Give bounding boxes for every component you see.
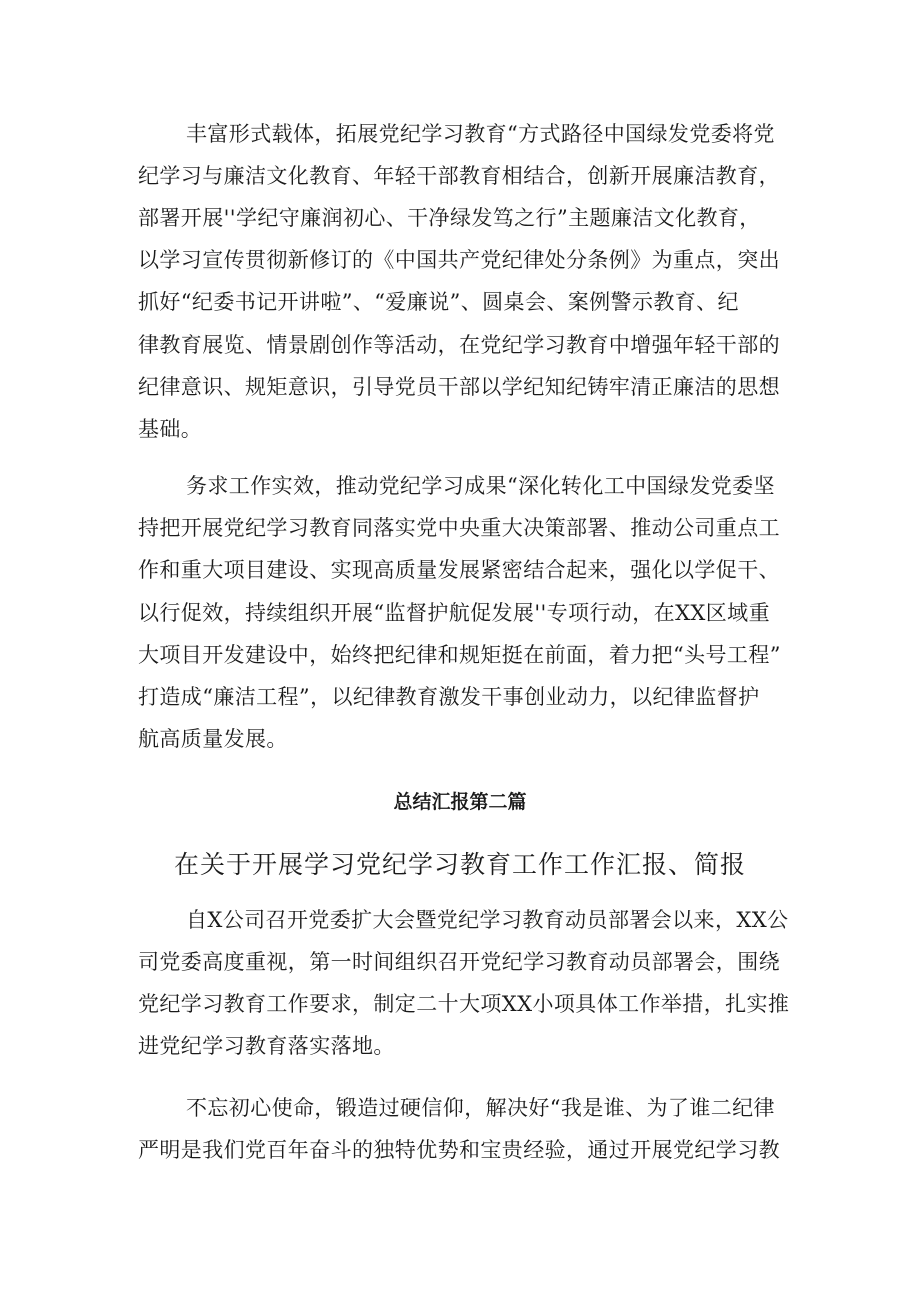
text-line: 持把开展党纪学习教育同落实党中央重大决策部署、推动公司重点工 <box>138 516 780 540</box>
text-line: 不忘初心使命，锻造过硬信仰，解决好“我是谁、为了谁二纪律 <box>186 1096 775 1120</box>
text-line: 大项目开发建设中，始终把纪律和规矩挺在前面，着力把“头号工程” <box>138 643 781 667</box>
text-line: 部署开展''学纪守廉润初心、干净绿发笃之行”主题廉洁文化教育， <box>138 206 761 230</box>
text-line: 丰富形式载体，拓展党纪学习教育“方式路径中国绿发党委将党 <box>186 122 775 146</box>
document-title: 在关于开展学习党纪学习教育工作工作汇报、简报 <box>173 850 746 879</box>
text-line: 纪学习与廉洁文化教育、年轻干部教育相结合，创新开展廉洁教育， <box>138 164 780 188</box>
text-line: 司党委高度重视，第一时间组织召开党纪学习教育动员部署会，围绕 <box>138 950 780 974</box>
text-line: 航高质量发展。 <box>138 727 288 751</box>
text-line: 基础。 <box>138 417 203 441</box>
text-line: 纪律意识、规矩意识，引导党员干部以学纪知纪铸牢清正廉洁的思想 <box>138 375 780 399</box>
text-line: 自X公司召开党委扩大会暨党纪学习教育动员部署会以来，XX公 <box>186 908 789 932</box>
text-line: 党纪学习教育工作要求，制定二十大项XX小项具体工作举措，扎实推 <box>138 992 790 1016</box>
text-line: 律教育展览、情景剧创作等活动，在党纪学习教育中增强年轻干部的 <box>138 333 780 357</box>
text-line: 以学习宣传贯彻新修订的《中国共产党纪律处分条例》为重点，突出 <box>138 248 780 272</box>
text-line: 作和重大项目建设、实现高质量发展紧密结合起来，强化以学促干、 <box>138 558 780 582</box>
section-heading: 总结汇报第二篇 <box>393 791 527 813</box>
text-line: 抓好“纪委书记开讲啦”、“爱廉说”、圆桌会、案例警示教育、纪 <box>138 290 739 314</box>
text-line: 严明是我们党百年奋斗的独特优势和宝贵经验，通过开展党纪学习教 <box>138 1138 780 1162</box>
text-line: 进党纪学习教育落实落地。 <box>138 1034 395 1058</box>
text-line: 以行促效，持续组织开展“监督护航促发展''专项行动，在XX区域重 <box>138 601 770 625</box>
text-line: 务求工作实效，推动党纪学习成果“深化转化工中国绿发党委坚 <box>186 474 775 498</box>
text-line: 打造成“廉洁工程”，以纪律教育激发干事创业动力，以纪律监督护 <box>138 685 760 709</box>
